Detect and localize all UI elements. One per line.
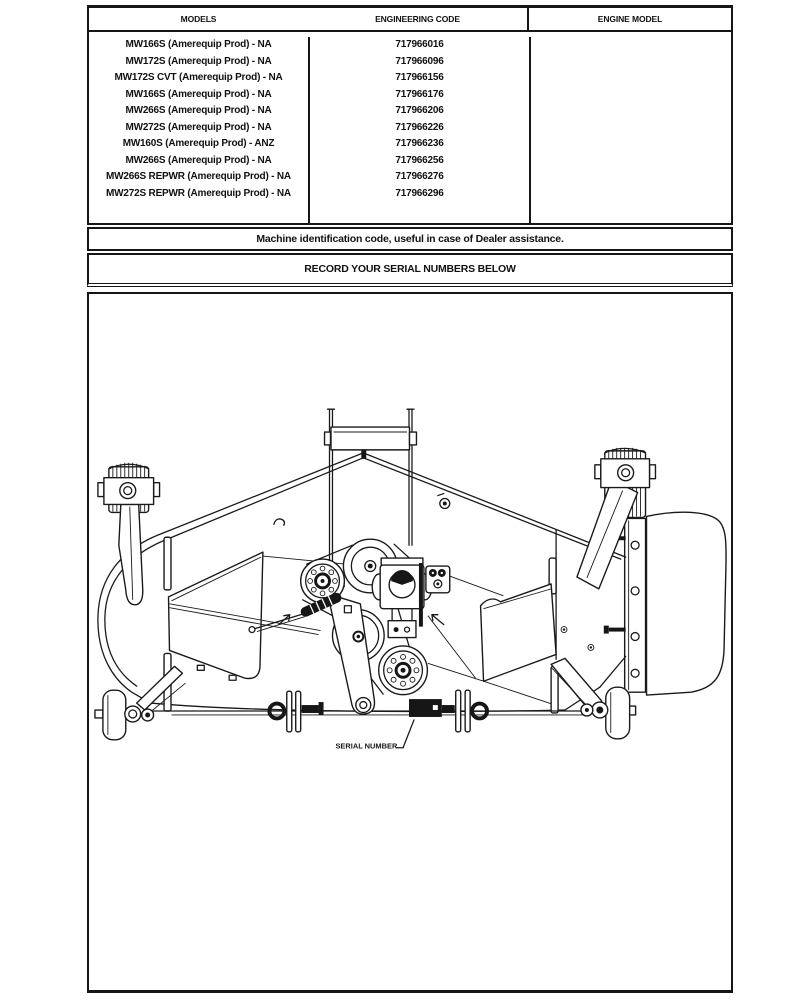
right-baffle-plate <box>481 558 559 713</box>
table-row <box>89 37 731 54</box>
table-row <box>89 54 731 71</box>
table-row <box>89 153 731 170</box>
model-cell: MW172S CVT (Amerequip Prod) - NA <box>114 72 283 83</box>
model-cell: MW172S (Amerequip Prod) - NA <box>125 55 272 67</box>
code-cell <box>308 202 529 223</box>
engine-cell <box>529 153 731 170</box>
table-row <box>89 202 731 223</box>
column-header-engine: ENGINE MODEL <box>527 8 731 30</box>
engine-cell <box>529 120 731 137</box>
table-row <box>89 103 731 120</box>
engine-cell <box>529 186 731 203</box>
serial-number-label: SERIAL NUMBER <box>335 741 398 751</box>
record-serials-bar <box>87 253 733 287</box>
record-serials-text: RECORD YOUR SERIAL NUMBERS BELOW <box>304 263 516 275</box>
table-body <box>89 32 731 223</box>
left-gauge-wheel <box>95 666 185 739</box>
model-cell: MW266S (Amerequip Prod) - NA <box>125 105 272 116</box>
code-cell: 717966096 <box>308 54 529 71</box>
model-cell: MW166S (Amerequip Prod) - NA <box>125 88 272 100</box>
table-header-row <box>89 8 731 32</box>
identification-note-text: Machine identification code, useful in case of Dealer assistance. <box>256 233 564 245</box>
engine-cell <box>529 169 731 186</box>
table-row <box>89 169 731 186</box>
engine-cell <box>529 70 731 87</box>
model-cell: MW272S (Amerequip Prod) - NA <box>125 121 272 133</box>
serial-number-diagram-box <box>87 292 733 993</box>
gearbox-side-bracket <box>426 566 450 593</box>
model-cell: MW272S REPWR (Amerequip Prod) - NA <box>106 187 291 199</box>
code-cell: 717966296 <box>308 186 529 203</box>
front-axle <box>154 711 597 715</box>
code-cell: 717966016 <box>308 37 529 54</box>
model-cell <box>89 202 308 223</box>
serial-tag-text: SER <box>411 705 429 715</box>
table-row <box>89 136 731 153</box>
model-cell: MW160S (Amerequip Prod) - ANZ <box>122 138 275 149</box>
column-header-eng-code: ENGINEERING CODE <box>375 14 460 24</box>
identification-note-bar <box>87 227 733 251</box>
model-cell: MW266S REPWR (Amerequip Prod) - NA <box>106 171 291 182</box>
code-cell: 717966236 <box>308 136 529 153</box>
left-antiscalp-roller <box>98 463 160 605</box>
serial-number-callout <box>335 720 414 751</box>
model-cell: MW166S (Amerequip Prod) - NA <box>125 39 272 50</box>
right-gauge-wheel <box>551 658 635 738</box>
engine-cell <box>529 87 731 104</box>
table-row <box>89 70 731 87</box>
table-row <box>89 87 731 104</box>
engine-cell <box>529 37 731 54</box>
discharge-chute <box>647 512 727 695</box>
idler-pulley-and-arm <box>330 597 384 714</box>
engine-cell <box>529 103 731 120</box>
engine-cell <box>529 202 731 223</box>
serial-number-tag <box>409 699 442 717</box>
code-cell: 717966256 <box>308 153 529 170</box>
table-row <box>89 120 731 137</box>
code-cell: 717966156 <box>308 70 529 87</box>
column-header-models: MODELS <box>180 14 217 24</box>
code-cell: 717966226 <box>308 120 529 137</box>
code-cell: 717966276 <box>308 169 529 186</box>
mower-deck-diagram <box>89 294 731 990</box>
rear-spindle-pulley <box>379 646 428 695</box>
engine-cell <box>529 54 731 71</box>
engine-cell <box>529 136 731 153</box>
left-baffle-plate <box>164 537 263 711</box>
code-cell: 717966176 <box>308 87 529 104</box>
code-cell: 717966206 <box>308 103 529 120</box>
models-table <box>87 5 733 225</box>
model-cell: MW266S (Amerequip Prod) - NA <box>125 154 272 166</box>
table-row <box>89 186 731 203</box>
